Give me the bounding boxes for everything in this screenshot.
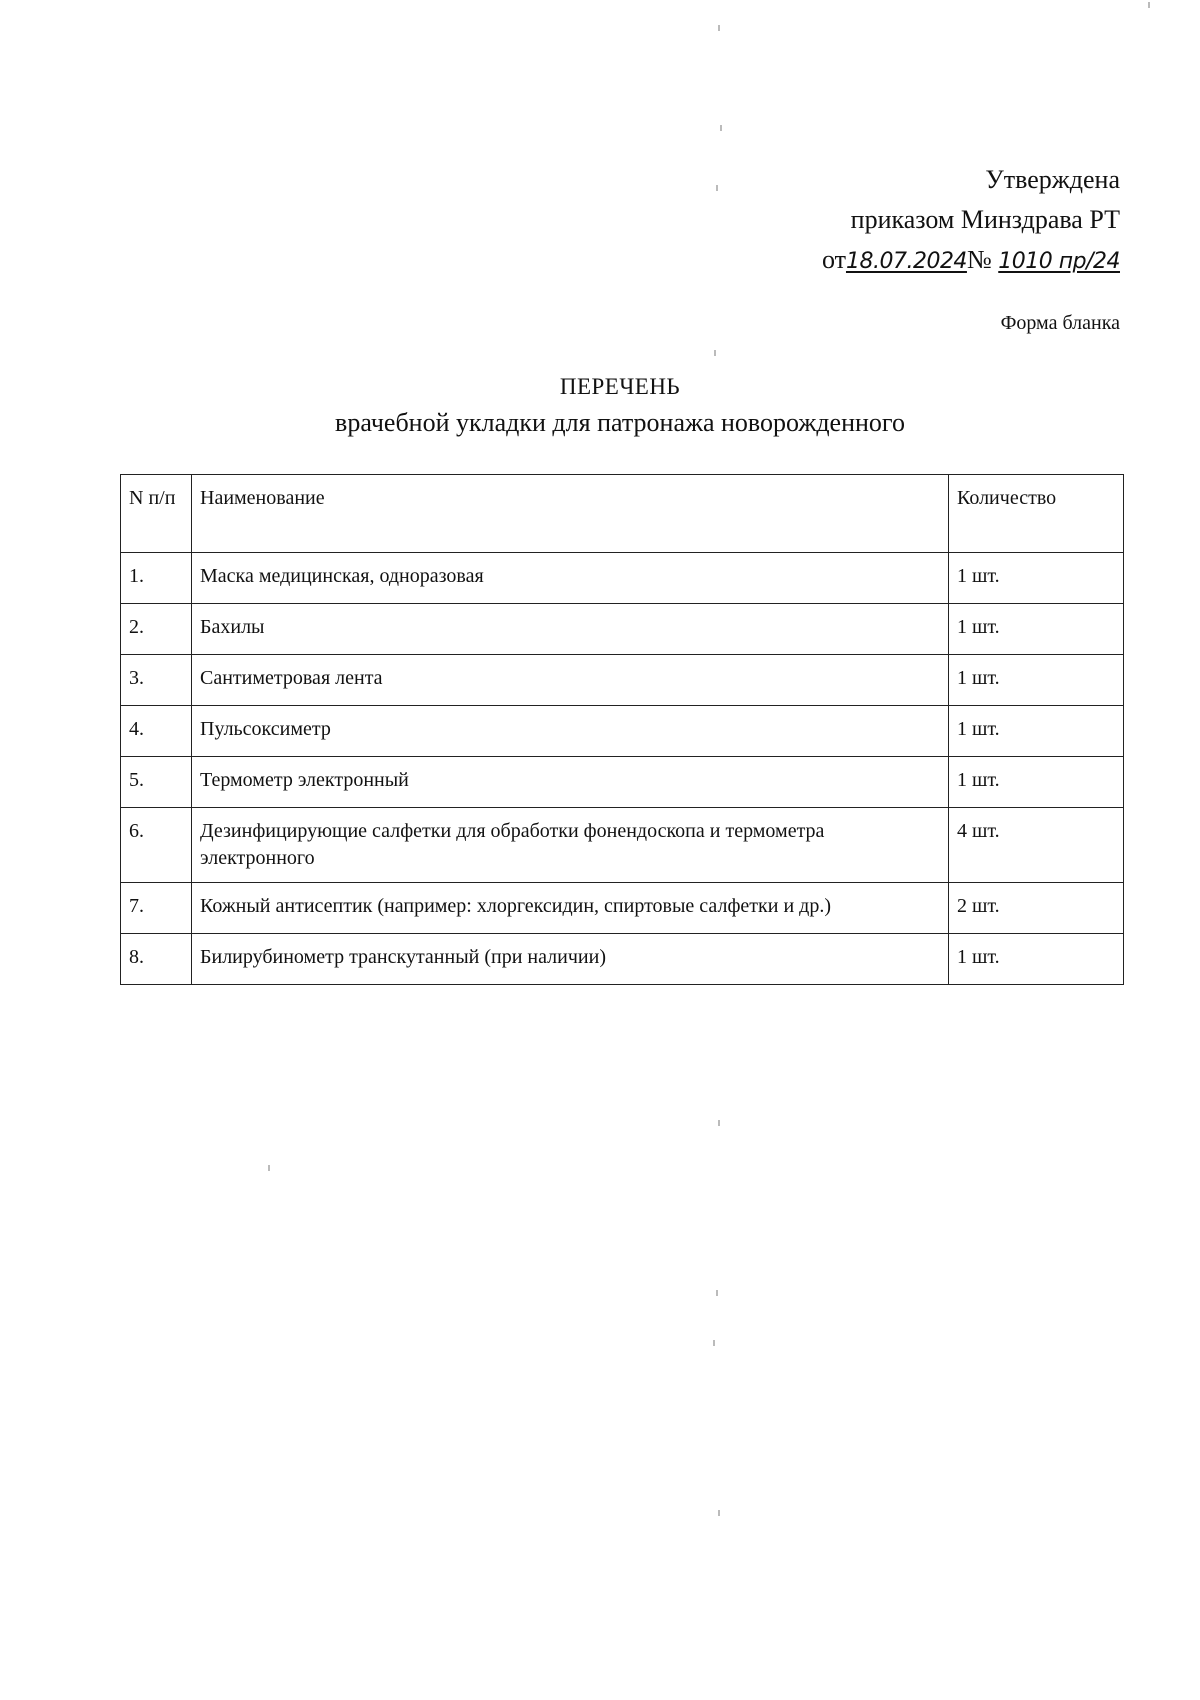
scan-speck (268, 1165, 270, 1171)
row-name: Кожный антисептик (например: хлоргексидин, спиртовые салфетки и др.) (192, 883, 949, 934)
row-num: 5. (121, 757, 192, 808)
row-qty: 1 шт. (949, 553, 1124, 604)
table-row (121, 757, 1124, 808)
row-num: 8. (121, 934, 192, 985)
table-row (121, 808, 1124, 883)
table-row (121, 883, 1124, 934)
table-row (121, 604, 1124, 655)
row-name: Маска медицинская, одноразовая (192, 553, 949, 604)
scan-speck (714, 350, 716, 356)
row-name: Пульсоксиметр (192, 706, 949, 757)
scan-speck (1148, 2, 1150, 8)
table-row (121, 553, 1124, 604)
header-num: N п/п (121, 475, 192, 553)
scan-speck (718, 25, 720, 31)
row-name: Дезинфицирующие салфетки для обработки фонендоскопа и термометра электронного (192, 808, 949, 883)
header-name: Наименование (192, 475, 949, 553)
row-num: 4. (121, 706, 192, 757)
approval-date-number (822, 240, 1120, 282)
row-qty: 1 шт. (949, 604, 1124, 655)
row-name: Сантиметровая лента (192, 655, 949, 706)
row-num: 7. (121, 883, 192, 934)
table-row (121, 655, 1124, 706)
header-qty: Количество (949, 475, 1124, 553)
document-title: ПЕРЕЧЕНЬ (559, 374, 681, 399)
row-name: Билирубинометр транскутанный (при наличии) (192, 934, 949, 985)
table-header-row (121, 475, 1124, 553)
row-name: Бахилы (192, 604, 949, 655)
scan-speck (718, 1510, 720, 1516)
row-qty: 1 шт. (949, 934, 1124, 985)
row-num: 2. (121, 604, 192, 655)
scan-speck (716, 185, 718, 191)
approval-block (822, 160, 1120, 282)
row-num: 3. (121, 655, 192, 706)
scan-speck (716, 1290, 718, 1296)
table-row (121, 706, 1124, 757)
row-qty: 4 шт. (949, 808, 1124, 883)
row-qty: 1 шт. (949, 655, 1124, 706)
approval-line-2: приказом Минздрава РТ (850, 205, 1120, 234)
row-qty: 1 шт. (949, 757, 1124, 808)
row-qty: 1 шт. (949, 706, 1124, 757)
row-name: Термометр электронный (192, 757, 949, 808)
approval-from-label: от (821, 245, 846, 274)
scan-speck (720, 125, 722, 131)
scan-speck (713, 1340, 715, 1346)
approval-date-handwritten: 18.07.2024 (845, 249, 967, 274)
document-subtitle: врачебной укладки для патронажа новорожденного (335, 408, 905, 437)
items-table (120, 474, 1124, 985)
row-num: 1. (121, 553, 192, 604)
form-label: Форма бланка (1000, 312, 1120, 334)
approval-line-1: Утверждена (985, 165, 1120, 194)
row-num: 6. (121, 808, 192, 883)
table-row (121, 934, 1124, 985)
approval-number-handwritten: 1010 пр/24 (998, 249, 1120, 274)
scan-speck (718, 1120, 720, 1126)
approval-number-label: № (966, 245, 992, 274)
row-qty: 2 шт. (949, 883, 1124, 934)
